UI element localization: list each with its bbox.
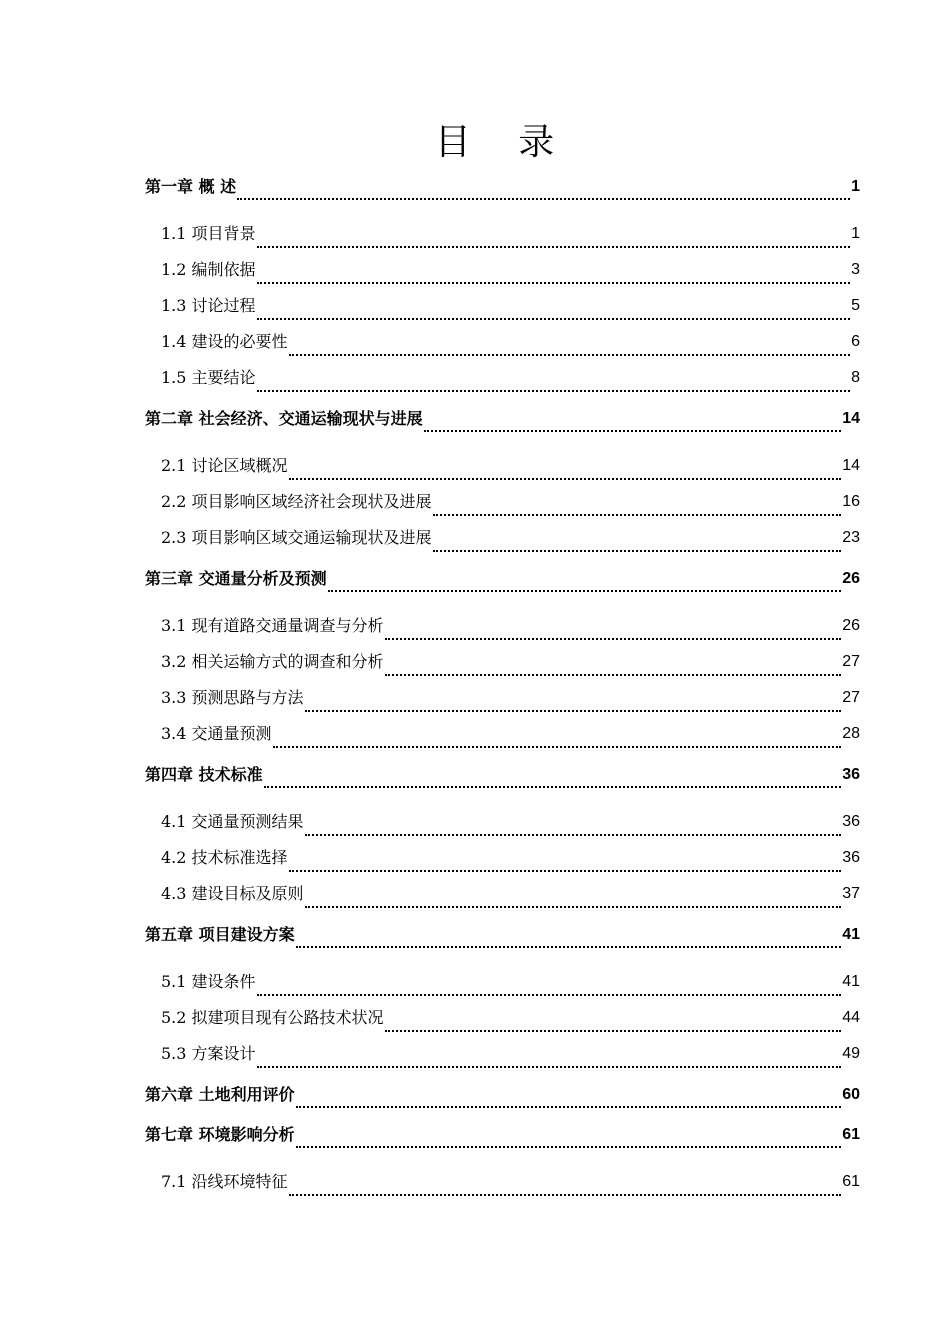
toc-page-number: 14 [842,410,860,427]
dot-leader [433,513,842,516]
toc-page-number: 49 [842,1045,860,1062]
toc-page-number: 1 [851,225,860,242]
dot-leader [257,281,851,284]
toc-entry-label: 第六章 土地利用评价 [145,1085,295,1104]
toc-entry-label: 2.2 项目影响区域经济社会现状及进展 [161,492,432,511]
toc-page-number: 61 [842,1173,860,1190]
toc-page-number: 5 [851,297,860,314]
toc-entry-label: 第三章 交通量分析及预测 [145,569,327,588]
toc-page-number: 27 [842,689,860,706]
dot-leader [273,745,842,748]
toc-page-number: 3 [851,261,860,278]
toc-section-entry[interactable] [145,964,860,1000]
toc-entry-label: 2.3 项目影响区域交通运输现状及进展 [161,528,432,547]
toc-page-number: 36 [842,849,860,866]
toc-chapter-entry[interactable] [145,562,860,596]
dot-leader [257,993,842,996]
dot-leader [328,589,842,592]
toc-entry-label: 第五章 项目建设方案 [145,925,295,944]
toc-section-entry[interactable] [145,804,860,840]
dot-leader [305,905,842,908]
dot-leader [257,245,851,248]
dot-leader [289,353,851,356]
toc-page-number: 44 [842,1009,860,1026]
spacer [145,204,860,216]
toc-entry-label: 第七章 环境影响分析 [145,1125,295,1144]
toc-page-number: 14 [842,457,860,474]
toc-section-entry[interactable] [145,644,860,680]
toc-entry-label: 第一章 概 述 [145,177,237,196]
toc-entry-label: 5.1 建设条件 [161,972,256,991]
toc-entry-label: 3.2 相关运输方式的调查和分析 [161,652,384,671]
toc-page-number: 23 [842,529,860,546]
toc-section-entry[interactable] [145,252,860,288]
toc-entry-label: 1.1 项目背景 [161,224,256,243]
dot-leader [296,1145,842,1148]
dot-leader [289,869,842,872]
toc-section-entry[interactable] [145,288,860,324]
spacer [145,596,860,608]
toc-entry-label: 4.1 交通量预测结果 [161,812,304,831]
dot-leader [433,549,842,552]
toc-entry-label: 5.2 拟建项目现有公路技术状况 [161,1008,384,1027]
toc-chapter-entry[interactable] [145,758,860,792]
toc-entry-label: 3.3 预测思路与方法 [161,688,304,707]
dot-leader [305,709,842,712]
dot-leader [305,833,842,836]
toc-section-entry[interactable] [145,324,860,360]
dot-leader [385,673,842,676]
toc-page-number: 1 [851,178,860,195]
toc-page-number: 37 [842,885,860,902]
toc-section-entry[interactable] [145,608,860,644]
toc-page-number: 27 [842,653,860,670]
toc-chapter-entry[interactable] [145,402,860,436]
dot-leader [257,389,851,392]
toc-section-entry[interactable] [145,216,860,252]
toc-entry-label: 5.3 方案设计 [161,1044,256,1063]
toc-page-number: 8 [851,369,860,386]
toc-page-number: 36 [842,766,860,783]
toc-entry-label: 4.2 技术标准选择 [161,848,288,867]
dot-leader [296,945,842,948]
toc-page-number: 26 [842,570,860,587]
dot-leader [289,1193,842,1196]
toc-section-entry[interactable] [145,840,860,876]
dot-leader [385,637,842,640]
toc-page-number: 61 [842,1126,860,1143]
dot-leader [385,1029,842,1032]
toc-entry-label: 7.1 沿线环境特征 [161,1172,288,1191]
toc-entry-label: 1.5 主要结论 [161,368,256,387]
dot-leader [237,197,850,200]
toc-chapter-entry[interactable] [145,170,860,204]
dot-leader [264,785,842,788]
toc-title: 目 录 [434,122,573,163]
toc-entry-label: 4.3 建设目标及原则 [161,884,304,903]
toc-page-number: 6 [851,333,860,350]
toc-entry-label: 第四章 技术标准 [145,765,263,784]
toc-section-entry[interactable] [145,1036,860,1072]
dot-leader [424,429,842,432]
toc-section-entry[interactable] [145,1000,860,1036]
spacer [145,952,860,964]
toc-entry-label: 3.4 交通量预测 [161,724,272,743]
toc-section-entry[interactable] [145,448,860,484]
spacer [145,1152,860,1164]
toc-page-number: 26 [842,617,860,634]
toc-section-entry[interactable] [145,484,860,520]
toc-chapter-entry[interactable] [145,918,860,952]
toc-section-entry[interactable] [145,360,860,396]
toc-section-entry[interactable] [145,520,860,556]
dot-leader [257,1065,842,1068]
toc-page-number: 41 [842,926,860,943]
toc-entry-label: 1.3 讨论过程 [161,296,256,315]
toc-entry-label: 3.1 现有道路交通量调查与分析 [161,616,384,635]
toc-chapter-entry[interactable] [145,1078,860,1112]
toc-page-number: 16 [842,493,860,510]
toc-page-number: 60 [842,1086,860,1103]
toc-section-entry[interactable] [145,716,860,752]
toc-page-number: 41 [842,973,860,990]
toc-section-entry[interactable] [145,876,860,912]
dot-leader [289,477,842,480]
toc-section-entry[interactable] [145,1164,860,1200]
dot-leader [296,1105,842,1108]
toc-entry-label: 第二章 社会经济、交通运输现状与进展 [145,409,423,428]
toc-section-entry[interactable] [145,680,860,716]
toc-page-number: 28 [842,725,860,742]
spacer [145,792,860,804]
table-of-contents [145,170,860,1200]
toc-entry-label: 1.4 建设的必要性 [161,332,288,351]
toc-entry-label: 2.1 讨论区域概况 [161,456,288,475]
toc-page-number: 36 [842,813,860,830]
toc-entry-label: 1.2 编制依据 [161,260,256,279]
spacer [145,436,860,448]
toc-chapter-entry[interactable] [145,1118,860,1152]
dot-leader [257,317,851,320]
